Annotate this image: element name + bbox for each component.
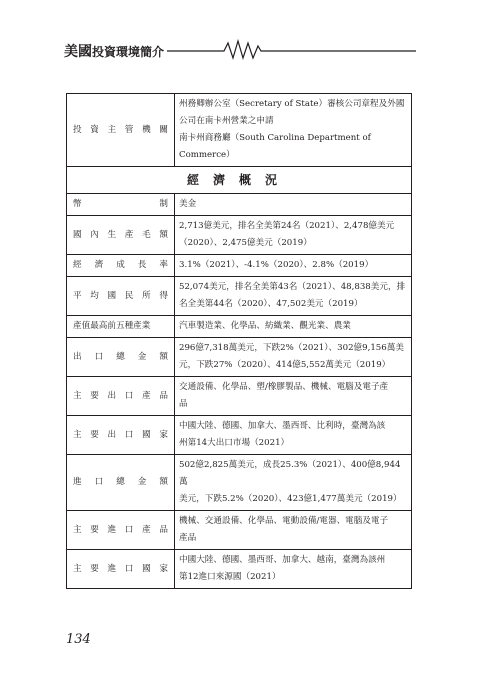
table-row (67, 338, 412, 377)
row-value-line: 美金 (179, 199, 197, 209)
row-value-line: 中國大陸、德國、墨西哥、加拿大、越南，臺灣為該州 (179, 555, 386, 565)
row-label (67, 338, 175, 377)
label-char: 家 (159, 563, 168, 574)
row-value (175, 94, 412, 167)
row-value-line: 交通設備、化學品、塑/橡膠製品、機械、電腦及電子產 (179, 382, 389, 392)
label-char: 毛 (142, 229, 151, 240)
row-label-text: 產值最高前五種產業 (73, 321, 151, 331)
row-value (175, 216, 412, 255)
label-char: 均 (90, 290, 99, 301)
row-value (175, 416, 412, 455)
label-char: 金 (137, 477, 147, 487)
label-char: 額 (159, 229, 168, 240)
label-char: 產 (124, 229, 134, 240)
row-label-text (73, 561, 168, 578)
label-char: 主 (73, 524, 82, 535)
label-char: 要 (90, 429, 99, 440)
row-value (175, 255, 412, 277)
label-char: 出 (107, 429, 117, 440)
row-label (67, 94, 175, 167)
row-value-line: 產品 (179, 533, 197, 543)
label-char: 濟 (94, 260, 104, 270)
row-label (67, 316, 175, 338)
header-title (64, 41, 164, 61)
label-char: 產 (142, 524, 151, 535)
label-char: 品 (159, 390, 168, 401)
table-row (67, 511, 412, 550)
label-char: 經 (73, 260, 82, 270)
label-char: 出 (73, 351, 82, 362)
row-value-line: 296億7,318萬美元，下跌2%（2021）、302億9,156萬美 (179, 343, 404, 353)
label-char: 生 (107, 229, 117, 240)
row-value-line: 名全美第44名（2020）、47,502美元（2019） (179, 299, 363, 309)
row-label-text (73, 227, 168, 244)
row-label (67, 194, 175, 216)
label-char: 投 (73, 124, 82, 135)
table-row (67, 216, 412, 255)
row-value-line: 52,074美元，排名全美第43名（2021）、48,838美元，排 (179, 282, 406, 292)
label-char: 額 (159, 477, 168, 487)
authority-label (73, 122, 168, 139)
row-value (175, 316, 412, 338)
page-number: 134 (66, 632, 91, 647)
row-label (67, 416, 175, 455)
table-row (67, 194, 412, 216)
label-char: 口 (124, 429, 134, 440)
label-char: 民 (124, 290, 134, 301)
label-char: 口 (124, 563, 134, 574)
row-value (175, 194, 412, 216)
row-value-line: 品 (179, 399, 188, 409)
row-label-text (73, 257, 168, 274)
table-row (67, 550, 412, 589)
row-value-line: 3.1%（2021）、-4.1%（2020）、2.8%（2019） (179, 260, 374, 270)
row-value-line: 元，下跌27%（2020）、414億5,552萬美元（2019） (179, 360, 391, 370)
label-char: 得 (159, 290, 168, 301)
label-char: 資 (90, 124, 99, 135)
label-char: 口 (124, 390, 134, 401)
label-char: 長 (137, 260, 147, 270)
label-char: 主 (73, 390, 82, 401)
row-label-text (73, 288, 168, 305)
label-char: 進 (107, 524, 117, 535)
row-value-line: 州第14大出口市場（2021） (179, 438, 290, 448)
row-label (67, 455, 175, 511)
authority-line: 公司在南卡州營業之申請 (179, 116, 274, 126)
label-char: 率 (159, 260, 168, 270)
row-label-text (73, 474, 168, 491)
row-label-text (73, 196, 168, 213)
label-char: 口 (94, 351, 104, 362)
label-char: 金 (137, 351, 147, 362)
page-header (64, 38, 416, 60)
label-char: 成 (116, 260, 125, 270)
row-label-text (73, 522, 168, 539)
label-char: 關 (159, 124, 168, 135)
label-char: 額 (159, 351, 168, 362)
row-value (175, 455, 412, 511)
table-row (67, 255, 412, 277)
label-char: 家 (159, 429, 168, 440)
section-title: 經濟概況 (67, 167, 412, 194)
label-char: 總 (116, 477, 125, 487)
header-title-rest: 投資環境簡介 (92, 45, 165, 59)
authority-line: 州務卿辦公室（Secretary of State）審核公司章程及外國 (179, 99, 405, 109)
row-label (67, 377, 175, 416)
row-value (175, 277, 412, 316)
row-value (175, 550, 412, 589)
authority-line: 南卡州商務廳（South Carolina Department of Commerce） (179, 133, 371, 160)
row-label-text (73, 388, 168, 405)
label-char: 主 (73, 429, 82, 440)
label-char: 出 (107, 390, 117, 401)
label-char: 要 (90, 563, 99, 574)
row-value-line: 中國大陸、德國、加拿大、墨西哥、比利時，臺灣為該 (179, 421, 386, 431)
row-label (67, 550, 175, 589)
header-title-country: 美國 (64, 44, 92, 60)
label-char: 管 (124, 124, 134, 135)
row-label (67, 277, 175, 316)
label-char: 主 (73, 563, 82, 574)
label-char: 國 (142, 429, 151, 440)
label-char: 進 (107, 563, 117, 574)
row-value-line: 502億2,825萬美元，成長25.3%（2021）、400億8,944萬 (179, 460, 401, 487)
label-char: 口 (94, 477, 104, 487)
row-value-line: 2,713億美元，排名全美第24名（2021）、2,478億美元 (179, 221, 395, 231)
label-char: 內 (90, 229, 99, 240)
label-char: 平 (73, 290, 82, 301)
table-row (67, 316, 412, 338)
row-value-line: 第12進口來源國（2021） (179, 572, 281, 582)
row-value (175, 338, 412, 377)
label-char: 主 (107, 124, 117, 135)
label-char: 國 (107, 290, 117, 301)
label-char: 品 (159, 524, 168, 535)
table-row (67, 416, 412, 455)
table-row (67, 377, 412, 416)
label-char: 要 (90, 524, 99, 535)
row-value-line: （2020）、2,475億美元（2019） (179, 238, 312, 248)
row-label (67, 216, 175, 255)
row-label-text (73, 427, 168, 444)
label-char: 進 (73, 477, 82, 487)
section-row (67, 167, 412, 194)
label-char: 制 (159, 199, 168, 209)
table-row (67, 455, 412, 511)
label-char: 幣 (73, 199, 82, 209)
row-label (67, 511, 175, 550)
label-char: 所 (142, 290, 151, 301)
table-row (67, 277, 412, 316)
authority-row (67, 94, 412, 167)
label-char: 機 (142, 124, 151, 135)
row-value (175, 511, 412, 550)
label-char: 口 (124, 524, 134, 535)
row-value-line: 機械、交通設備、化學品、電動設備/電器、電腦及電子 (179, 516, 389, 526)
row-label-text (73, 349, 168, 366)
economy-table (66, 93, 412, 589)
label-char: 國 (142, 563, 151, 574)
row-label (67, 255, 175, 277)
label-char: 產 (142, 390, 151, 401)
label-char: 總 (116, 351, 125, 362)
label-char: 要 (90, 390, 99, 401)
row-value-line: 汽車製造業、化學品、紡織業、觀光業、農業 (179, 321, 351, 331)
label-char: 國 (73, 229, 82, 240)
row-value-line: 美元，下跌5.2%（2020）、423億1,477萬美元（2019） (179, 494, 402, 504)
row-value (175, 377, 412, 416)
